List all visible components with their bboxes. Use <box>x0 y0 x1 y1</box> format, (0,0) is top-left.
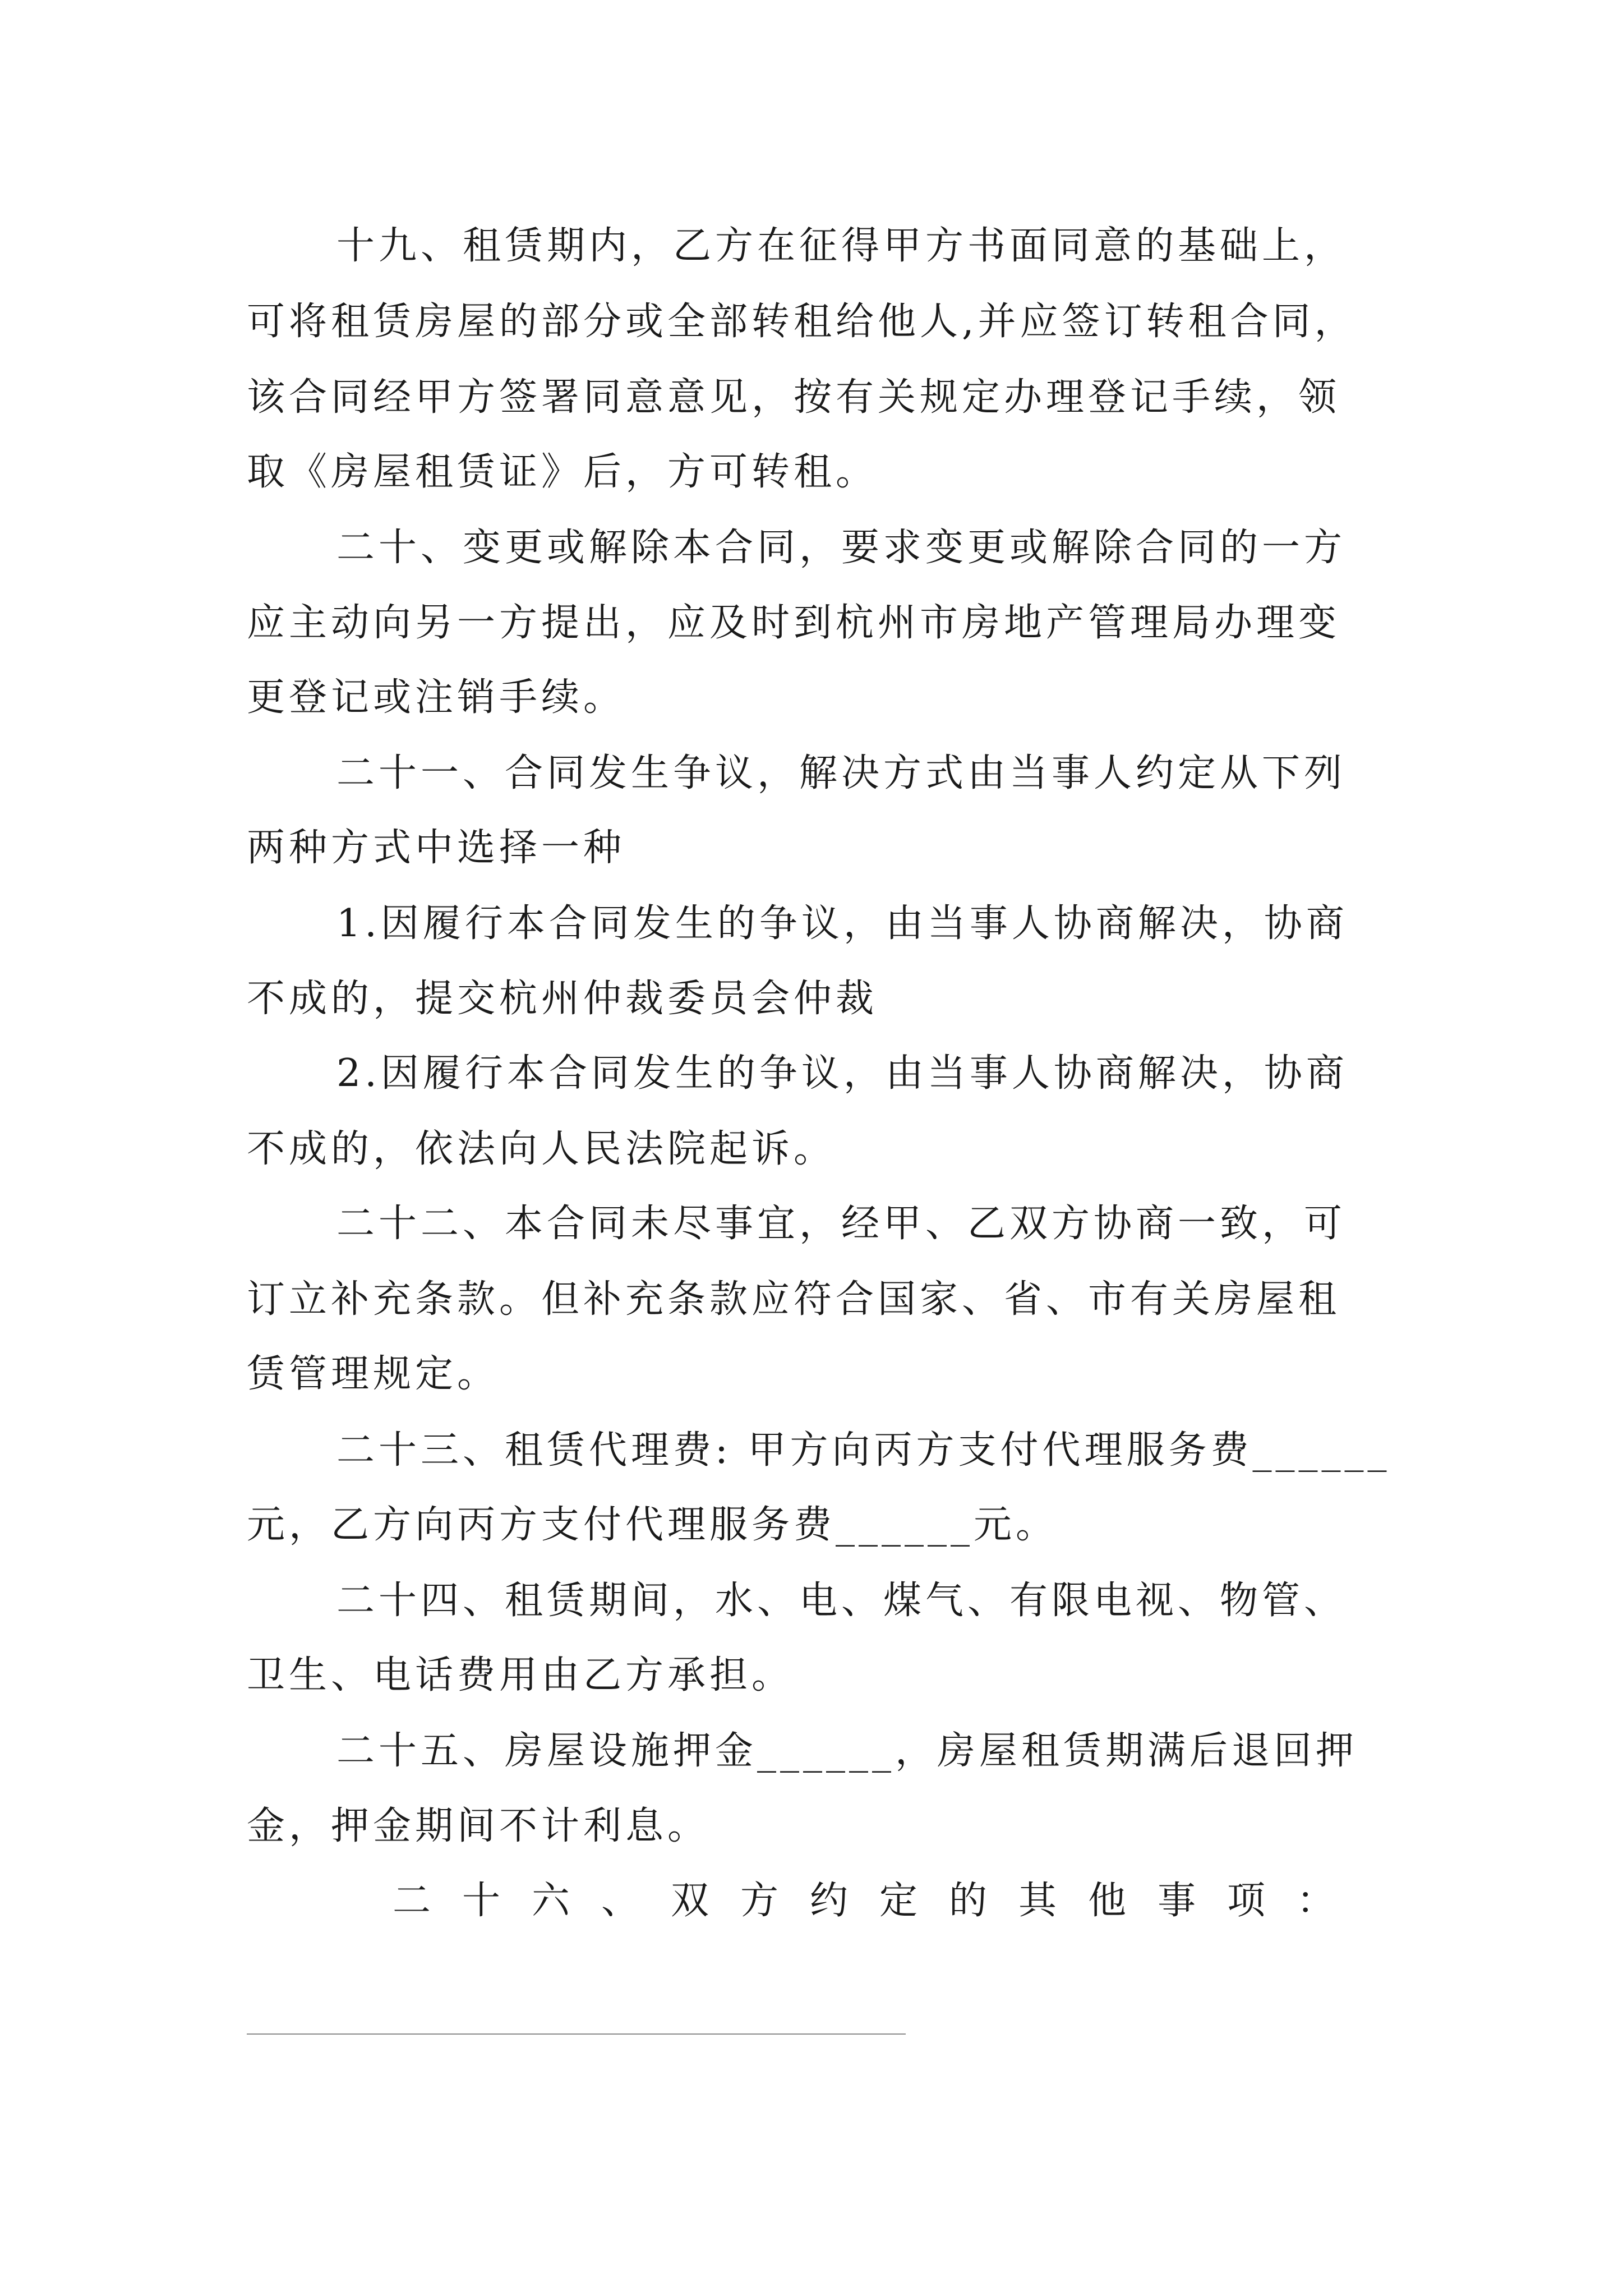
text-line: 取《房屋租赁证》后，方可转租。 <box>247 450 878 494</box>
text-line: 元，乙方向丙方支付代理服务费______元。 <box>247 1503 1058 1547</box>
text-line: 二十五、房屋设施押金______，房屋租赁期满后退回押 <box>336 1729 1358 1773</box>
text-line: 二十六、双方约定的其他事项： <box>393 1879 1367 1923</box>
text-line: 两种方式中选择一种 <box>247 826 626 870</box>
text-line: 二十二、本合同未尽事宜，经甲、乙双方协商一致，可 <box>336 1202 1347 1246</box>
text-line: 应主动向另一方提出，应及时到杭州市房地产管理局办理变 <box>247 601 1341 645</box>
text-line: 二十三、租赁代理费: 甲方向丙方支付代理服务费______ <box>336 1428 1391 1473</box>
text-line: 更登记或注销手续。 <box>247 675 626 720</box>
text-line: 金，押金期间不计利息。 <box>247 1804 710 1848</box>
text-line: 2.因履行本合同发生的争议，由当事人协商解决，协商 <box>336 1051 1348 1096</box>
text-line: 不成的，提交杭州仲裁委员会仲裁 <box>247 977 878 1021</box>
text-line: 二十、变更或解除本合同，要求变更或解除合同的一方 <box>336 526 1347 570</box>
text-line: 订立补充条款。但补充条款应符合国家、省、市有关房屋租 <box>247 1277 1341 1322</box>
text-line: 二十一、合同发生争议，解决方式由当事人约定从下列 <box>336 751 1347 795</box>
blank-fill-line <box>247 2033 906 2035</box>
text-line: 可将租赁房屋的部分或全部转租给他人,并应签订转租合同， <box>247 300 1357 344</box>
text-line: 1.因履行本合同发生的争议，由当事人协商解决，协商 <box>336 901 1348 946</box>
text-line: 赁管理规定。 <box>247 1352 500 1396</box>
text-line: 二十四、租赁期间，水、电、煤气、有限电视、物管、 <box>336 1579 1347 1623</box>
text-line: 该合同经甲方签署同意意见，按有关规定办理登记手续，领 <box>247 375 1341 420</box>
text-line: 不成的，依法向人民法院起诉。 <box>247 1127 836 1171</box>
text-line: 卫生、电话费用由乙方承担。 <box>247 1653 794 1697</box>
text-line: 十九、租赁期内，乙方在征得甲方书面同意的基础上， <box>336 224 1347 268</box>
